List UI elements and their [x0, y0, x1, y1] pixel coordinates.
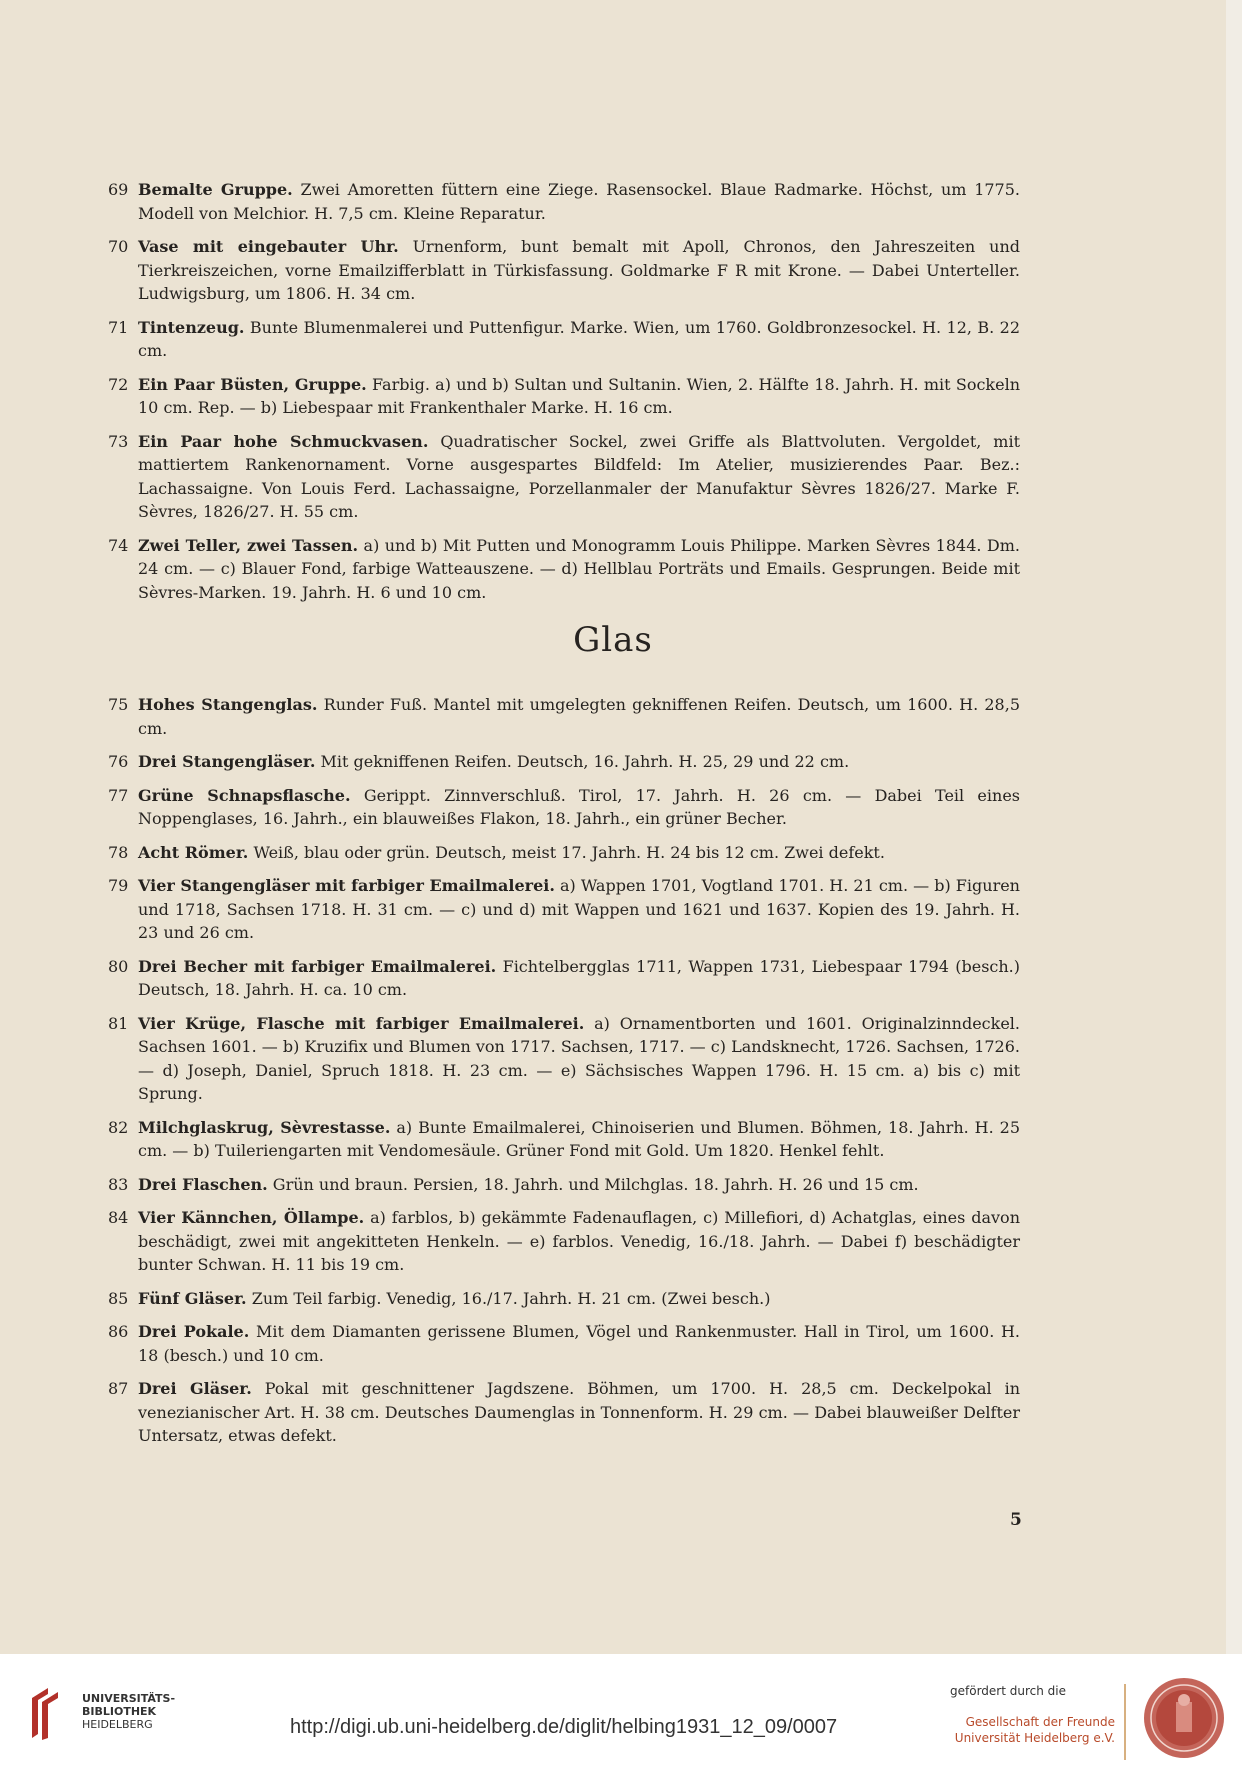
entry-number: 79 [108, 876, 129, 895]
entry-title: Grüne Schnapsflasche. [138, 785, 351, 805]
catalog-entry [108, 430, 1020, 524]
entry-number: 74 [108, 535, 129, 555]
entry-text: Urnenform, bunt bemalt mit Apoll, Chronos, den Jahreszeiten und Tierkreiszeichen, vorne Emailzifferblatt in Türkisfassung. Goldmarke F R mit Krone. — Dabei Unterteller. Ludwigsburg, um 1806. H. 34 cm. [138, 237, 1020, 303]
footer-bar [0, 1654, 1242, 1782]
catalog-entry [108, 1377, 1020, 1448]
section-heading: Glas [573, 620, 653, 660]
entry-number: 78 [108, 842, 129, 862]
entry-number: 87 [108, 1379, 129, 1398]
entry-title: Vase mit eingebauter Uhr. [138, 237, 399, 256]
entry-title: Drei Becher mit farbiger Emailmalerei. [138, 956, 497, 976]
entry-text: Bunte Blumenmalerei und Puttenfigur. Marke. Wien, um 1760. Goldbronzesockel. H. 12, B. 22 cm. [138, 317, 1020, 360]
glass-entries [108, 693, 1020, 1458]
entry-number: 69 [108, 180, 129, 199]
catalog-entry [108, 750, 1020, 774]
entry-number: 71 [108, 317, 129, 337]
entry-text: a) Ornamentborten und 1601. Originalzinndeckel. Sachsen 1601. — b) Kruzifix und Blumen von 1717. Sachsen, 1717. — c) Landsknecht, 1726. Sachsen, 1726. — d) Joseph, Daniel, Spruch 1818. H. 23 cm. — e) Sächsisches Wappen 1796. H. 15 cm. a) bis c) mit Sprung. [138, 1013, 1020, 1103]
entry-title: Vier Krüge, Flasche mit farbiger Emailmalerei. [138, 1013, 585, 1033]
entry-number: 80 [108, 956, 129, 976]
entry-title: Acht Römer. [138, 842, 249, 862]
society-line: Gesellschaft der Freunde [965, 1715, 1115, 1729]
entry-number: 75 [108, 695, 129, 714]
university-seal-icon [1142, 1676, 1226, 1760]
entry-text: Quadratischer Sockel, zwei Griffe als Blattvoluten. Vergoldet, mit mattiertem Rankenornament. Vorne ausgespartes Bildfeld: Im Atelier, musizierendes Paar. Bez.: Lachassaigne. Von Louis Ferd. Lachassaigne, Porzellanmaler der Manufaktur Sèvres 1826/27. Marke F. Sèvres, 1826/27. H. 55 cm. [138, 431, 1020, 521]
catalog-entry [108, 316, 1020, 363]
entry-title: Drei Pokale. [138, 1322, 250, 1341]
catalog-entry [108, 1320, 1020, 1367]
page-number: 5 [1010, 1510, 1022, 1530]
entry-number: 84 [108, 1208, 129, 1227]
funded-by-text: gefördert durch die [950, 1684, 1066, 1698]
library-line: UNIVERSITÄTS- [82, 1692, 176, 1705]
entry-title: Milchglaskrug, Sèvrestasse. [138, 1117, 391, 1137]
entry-title: Fünf Gläser. [138, 1288, 247, 1308]
entry-text: Zwei Amoretten füttern eine Ziege. Rasensockel. Blaue Radmarke. Höchst, um 1775. Modell von Melchior. H. 7,5 cm. Kleine Reparatur. [138, 180, 1020, 223]
entry-text: Zum Teil farbig. Venedig, 16./17. Jahrh. H. 21 cm. (Zwei besch.) [246, 1288, 771, 1308]
entry-text: a) Wappen 1701, Vogtland 1701. H. 21 cm. — b) Figuren und 1718, Sachsen 1718. H. 31 cm. — c) und d) mit Wappen und 1621 und 1637. Kopien des 19. Jahrh. H. 23 und 26 cm. [138, 876, 1020, 942]
entry-number: 81 [108, 1013, 129, 1033]
entry-text: Fichtelbergglas 1711, Wappen 1731, Liebespaar 1794 (besch.) Deutsch, 18. Jahrh. H. ca. 10 cm. [138, 956, 1020, 999]
society-line: Universität Heidelberg e.V. [954, 1731, 1115, 1745]
library-name [82, 1692, 175, 1731]
entry-text: Farbig. a) und b) Sultan und Sultanin. Wien, 2. Hälfte 18. Jahrh. H. mit Sockeln 10 cm. Rep. — b) Liebespaar mit Frankenthaler Marke. H. 16 cm. [138, 374, 1020, 417]
catalog-entry [108, 841, 1020, 865]
catalog-entry [108, 784, 1020, 831]
catalog-entry [108, 955, 1020, 1002]
entry-text: a) farblos, b) gekämmte Fadenauflagen, c) Millefiori, d) Achatglas, eines davon beschädigt, zwei mit angekitteten Henkeln. — e) farblos. Venedig, 16./18. Jahrh. — Dabei f) beschädigter bunter Schwan. H. 11 bis 19 cm. [138, 1208, 1020, 1274]
entry-text: a) und b) Mit Putten und Monogramm Louis Philippe. Marken Sèvres 1844. Dm. 24 cm. — c) Blauer Fond, farbige Watteauszene. — d) Hellblau Porträts und Emails. Gesprungen. Beide mit Sèvres-Marken. 19. Jahrh. H. 6 und 10 cm. [138, 535, 1020, 602]
entry-number: 73 [108, 431, 129, 451]
entry-title: Drei Stangengläser. [138, 752, 316, 771]
entry-title: Tintenzeug. [138, 317, 245, 337]
library-line: BIBLIOTHEK [82, 1705, 157, 1718]
catalog-entry [108, 373, 1020, 420]
entry-text: a) Bunte Emailmalerei, Chinoiserien und Blumen. Böhmen, 18. Jahrh. H. 25 cm. — b) Tuileriengarten mit Vendomesäule. Grüner Fond mit Gold. Um 1820. Henkel fehlt. [138, 1117, 1021, 1160]
entry-title: Drei Flaschen. [138, 1174, 268, 1194]
entry-number: 76 [108, 752, 129, 771]
catalog-entry [108, 1012, 1020, 1106]
library-line: HEIDELBERG [82, 1718, 153, 1731]
entry-text: Pokal mit geschnittener Jagdszene. Böhmen, um 1700. H. 28,5 cm. Deckelpokal in venezianischer Art. H. 38 cm. Deutsches Daumenglas in Tonnenform. H. 29 cm. — Dabei blauweißer Delfter Untersatz, etwas defekt. [138, 1379, 1020, 1445]
entry-title: Vier Kännchen, Öllampe. [138, 1208, 365, 1227]
entry-title: Zwei Teller, zwei Tassen. [138, 535, 359, 555]
divider [1124, 1684, 1126, 1760]
entry-title: Bemalte Gruppe. [138, 180, 293, 199]
catalog-entry [108, 874, 1020, 945]
library-logo-icon [26, 1684, 70, 1740]
entry-number: 83 [108, 1174, 129, 1194]
catalog-entry [108, 534, 1020, 605]
entry-title: Drei Gläser. [138, 1379, 252, 1398]
entry-text: Mit dem Diamanten gerissene Blumen, Vögel und Rankenmuster. Hall in Tirol, um 1600. H. 18 (besch.) und 10 cm. [138, 1322, 1021, 1365]
entry-text: Grün und braun. Persien, 18. Jahrh. und Milchglas. 18. Jahrh. H. 26 und 15 cm. [267, 1174, 919, 1194]
entry-title: Vier Stangengläser mit farbiger Emailmalerei. [138, 876, 555, 895]
catalog-entry [108, 1173, 1020, 1197]
entry-text: Gerippt. Zinnverschluß. Tirol, 17. Jahrh. H. 26 cm. — Dabei Teil eines Noppenglases, 16. Jahrh., ein blauweißes Flakon, 18. Jahrh., ein grüner Becher. [138, 785, 1021, 828]
entry-title: Ein Paar hohe Schmuckvasen. [138, 431, 429, 451]
entry-title: Ein Paar Büsten, Gruppe. [138, 374, 367, 394]
entry-number: 86 [108, 1322, 129, 1341]
entry-text: Weiß, blau oder grün. Deutsch, meist 17. Jahrh. H. 24 bis 12 cm. Zwei defekt. [248, 842, 885, 862]
page-edge [1226, 0, 1242, 1654]
entry-text: Runder Fuß. Mantel mit umgelegten gekniffenen Reifen. Deutsch, um 1600. H. 28,5 cm. [138, 695, 1020, 738]
catalog-entry [108, 178, 1020, 225]
catalog-entry [108, 1206, 1020, 1277]
entry-number: 85 [108, 1288, 129, 1308]
entry-number: 82 [108, 1117, 129, 1137]
permalink[interactable]: http://digi.ub.uni-heidelberg.de/diglit/helbing1931_12_09/0007 [290, 1716, 838, 1738]
entry-text: Mit gekniffenen Reifen. Deutsch, 16. Jahrh. H. 25, 29 und 22 cm. [315, 752, 850, 771]
society-name [935, 1714, 1115, 1746]
catalog-entry [108, 693, 1020, 740]
catalog-entry [108, 1116, 1020, 1163]
porcelain-entries [108, 178, 1020, 614]
entry-number: 70 [108, 237, 129, 256]
entry-title: Hohes Stangenglas. [138, 695, 318, 714]
catalog-entry [108, 1287, 1020, 1311]
entry-number: 77 [108, 785, 129, 805]
entry-number: 72 [108, 374, 129, 394]
catalog-entry [108, 235, 1020, 306]
